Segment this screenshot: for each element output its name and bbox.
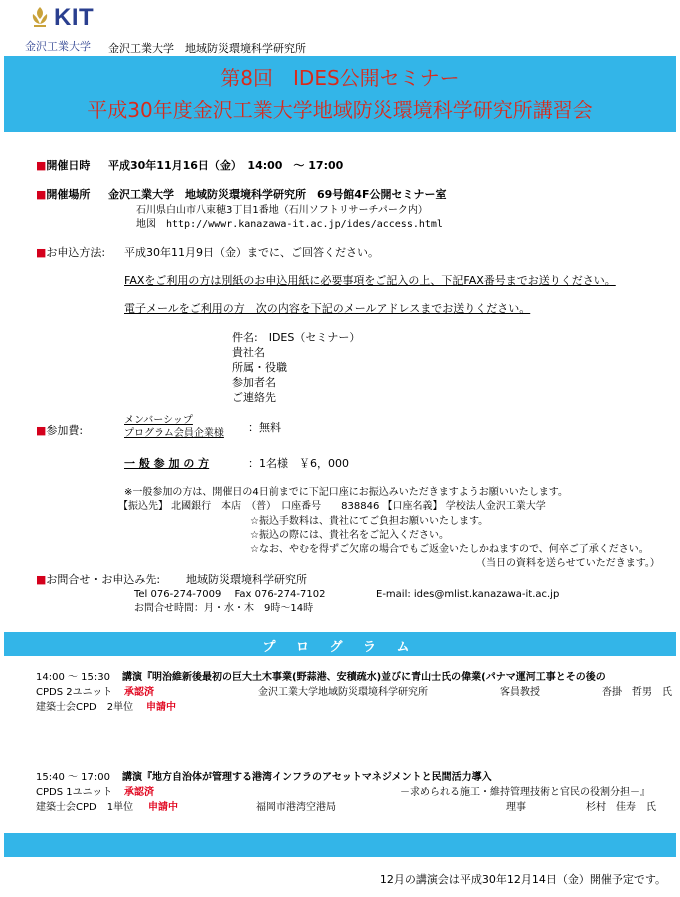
apply-deadline: 平成30年11月9日（金）までに、ご回答ください。 [124,246,379,259]
logo-subtext: 金沢工業大学 [25,40,91,53]
fee-member-line1: メンバーシップ [124,415,193,426]
field-name: 参加者名 [232,376,276,389]
fee-label: 参加費: [46,424,84,437]
contact-org: 地域防災環境科学研究所 [186,573,307,586]
field-contact: ご連絡先 [232,391,276,404]
logo-text: KIT [54,4,95,31]
bullet-square-icon: ■ [36,246,47,259]
map-link[interactable]: http://wwwr.kanazawa-it.ac.jp/ides/access.html [166,219,443,230]
fee-note-2: ☆振込の際には、貴社名をご記入ください。 [250,530,449,541]
venue-address: 石川県白山市八束穂3丁目1番地（石川ソフトリサーチパーク内） [136,205,428,216]
bullet-square-icon: ■ [36,573,47,586]
bullet-square-icon: ■ [36,188,47,201]
date-row [36,159,90,173]
date-label: 開催日時 [46,159,91,172]
fee-note-1: ☆振込手数料は、貴社にてご負担お願いいたします。 [250,516,489,527]
footer-next: 12月の講演会は平成30年12月14日（金）開催予定です。 [379,873,666,886]
contact-hours: お問合せ時間：月・水・木 9時～14時 [134,603,314,614]
contact-row [36,573,160,587]
session1-speaker: 沓掛 哲男 氏 [602,687,672,698]
fee-general-label: 一 般 参 加 の 方 [124,457,210,470]
session2-cpds-status: 承認済 [124,787,154,798]
session1-cpd: 建築士会CPD 2単位 [36,702,134,713]
fee-note-3: ☆なお、やむを得ずご欠席の場合でもご返金いたしかねますので、何卒ご了承ください。 [250,544,649,555]
session1-cpd-status: 申請中 [146,702,176,713]
header-org: 金沢工業大学 地域防災環境科学研究所 [108,42,306,55]
session1-cpds: CPDS 2ユニット [36,687,113,698]
date-value: 平成30年11月16日（金） 14:00 ～ 17:00 [108,159,344,172]
fax-note: FAXをご利用の方は別紙のお申込用紙に必要事項をご記入の上、下記FAX番号までお送りください。 [124,274,616,287]
fee-note: ※一般参加の方は、開催日の4日前までに下記口座にお振込みいただきますようお願いいたします。 [124,487,568,498]
contact-label: お問合せ・お申込み先: [46,573,161,586]
session1-position: 客員教授 [500,687,540,698]
session1-title: 講演『明治維新後最初の巨大土木事業(野蒜港、安積疏水)並びに青山士氏の偉業(パナマ運河工事とその後の [122,672,606,683]
apply-label: お申込方法: [46,246,106,259]
venue-map-row [136,218,443,231]
session2-position: 理事 [506,802,526,813]
apply-row [36,246,105,260]
fee-row [36,424,83,438]
session2-subtitle: －求められる施工・維持管理技術と官民の役割分担－』 [400,787,650,798]
session2-cpds: CPDS 1ユニット [36,787,113,798]
session2-speaker: 杉村 佳寿 氏 [586,802,656,813]
program-heading: プ ロ グ ラ ム [262,640,418,655]
session2-cpd: 建築士会CPD 1単位 [36,802,134,813]
page-subtitle: 平成30年度金沢工業大学地域防災環境科学研究所講習会 [87,98,593,122]
venue-row [36,188,90,202]
fee-member-line2: プログラム会員企業様 [124,428,224,439]
contact-email[interactable]: E-mail: ides@mlist.kanazawa-it.ac.jp [376,589,560,600]
session2-cpd-status: 申請中 [148,802,178,813]
bullet-square-icon: ■ [36,159,47,172]
map-label: 地図 [136,219,156,230]
session2-affiliation: 福岡市港湾空港局 [256,802,336,813]
field-dept: 所属・役職 [232,361,287,374]
fee-bank: 【振込先】 北國銀行 本店 （普） 口座番号 838846 【口座名義】 学校法人金沢工業大学 [118,501,546,512]
email-note: 電子メールをご利用の方 次の内容を下記のメールアドレスまでお送りください。 [124,302,531,315]
venue-label: 開催場所 [46,188,91,201]
session2-title: 講演『地方自治体が管理する港湾インフラのアセットマネジメントと民間活力導入 [122,772,492,783]
kit-logo-icon [30,6,50,28]
bottom-band [4,833,676,857]
session1-affiliation: 金沢工業大学地域防災環境科学研究所 [258,687,428,698]
field-company: 貴社名 [232,346,265,359]
fee-note-tail: （当日の資料を送らせていただきます。） [476,558,660,569]
fee-member-value: ：無料 [248,421,281,434]
session1-cpds-status: 承認済 [124,687,154,698]
venue-value: 金沢工業大学 地域防災環境科学研究所 69号館4F公開セミナー室 [108,188,447,201]
bullet-square-icon: ■ [36,424,47,437]
fee-general-value: ：1名様 ￥6，000 [248,457,349,470]
session1-time: 14:00 ～ 15:30 [36,672,110,683]
session2-time: 15:40 ～ 17:00 [36,772,110,783]
page-title: 第8回 IDES公開セミナー [220,66,460,90]
contact-tel-fax: Tel 076-274-7009 Fax 076-274-7102 [134,589,326,600]
field-subject: 件名: IDES（セミナー） [232,331,361,344]
